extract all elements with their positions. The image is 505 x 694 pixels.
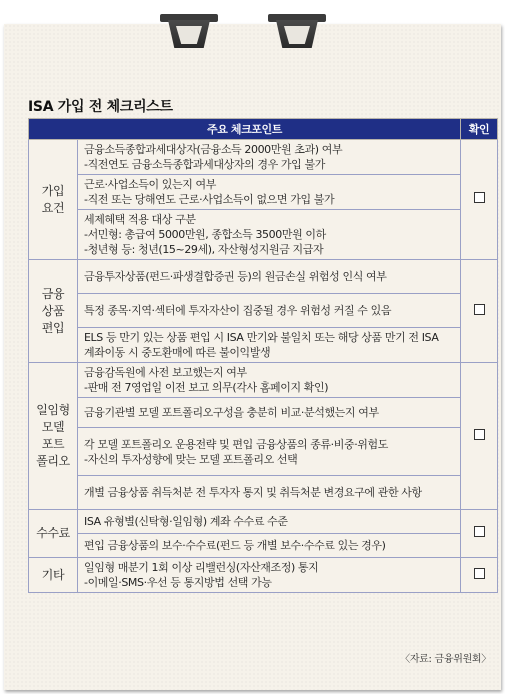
category-label: 상품 <box>41 303 65 318</box>
source-note: 〈자료: 금융위원회〉 <box>400 654 491 665</box>
checkpoint-cell <box>78 175 461 210</box>
checkpoint-cell <box>78 210 461 260</box>
table-row <box>29 510 498 534</box>
checkpoint-text: 금융투자상품(펀드·파생결합증권 등)의 원금손실 위험성 인식 여부 <box>84 270 387 283</box>
table-row <box>29 175 498 210</box>
check-cell <box>461 260 498 363</box>
checkbox-icon[interactable] <box>474 568 485 579</box>
binder-clip-icon <box>268 14 326 48</box>
table-row <box>29 328 498 363</box>
checkpoint-text: ISA 유형별(신탁형·일임형) 계좌 수수료 수준 <box>84 515 288 528</box>
table-row <box>29 534 498 558</box>
checkpoint-cell <box>78 363 461 398</box>
category-label: 수수료 <box>36 526 70 540</box>
check-cell <box>461 363 498 510</box>
checkbox-icon[interactable] <box>474 526 485 537</box>
table-row <box>29 140 498 175</box>
table-row <box>29 476 498 510</box>
category-label: 포트 <box>41 437 65 451</box>
table-row <box>29 260 498 294</box>
table-row <box>29 398 498 428</box>
checkpoint-cell <box>78 558 461 593</box>
checkpoint-text: 편입 금융상품의 보수·수수료(펀드 등 개별 보수·수수료 있는 경우) <box>84 539 386 552</box>
checkpoint-detail: -판매 전 7영업일 이전 보고 의무(각사 홈페이지 확인) <box>84 381 329 394</box>
checkpoint-detail: -서민형: 총급여 5000만원, 종합소득 3500만원 이하 <box>84 228 326 241</box>
table-row <box>29 363 498 398</box>
table-row <box>29 428 498 476</box>
checkpoint-cell <box>78 476 461 510</box>
checkbox-icon[interactable] <box>474 429 485 440</box>
table-row <box>29 558 498 593</box>
checkpoint-text: 일임형 매분기 1회 이상 리밸런싱(자산재조정) 통지 <box>84 561 319 574</box>
checkpoint-cell <box>78 534 461 558</box>
checkpoint-text: 금융기관별 모델 포트폴리오구성을 충분히 비교·분석했는지 여부 <box>84 406 379 419</box>
checklist-table <box>28 118 498 593</box>
category-cell <box>29 558 78 593</box>
checkpoint-cell <box>78 510 461 534</box>
checkpoint-text: 각 모델 포트폴리오 운용전략 및 편입 금융상품의 종류·비중·위험도 <box>84 437 388 451</box>
checklist-body <box>29 140 498 593</box>
checkpoint-text: 특정 종목·지역·섹터에 투자자산이 집중될 경우 위험성 커질 수 있음 <box>84 304 392 317</box>
checkpoint-detail: -직전연도 금융소득종합과세대상자의 경우 가입 불가 <box>84 158 325 171</box>
checkbox-icon[interactable] <box>474 192 485 203</box>
check-cell <box>461 510 498 558</box>
check-cell <box>461 140 498 260</box>
table-row <box>29 294 498 328</box>
checkpoint-text: 금융소득종합과세대상자(금융소득 2000만원 초과) 여부 <box>84 143 343 156</box>
category-cell <box>29 510 78 558</box>
category-label: 폴리오 <box>36 454 70 468</box>
category-label: 편입 <box>41 320 65 335</box>
check-cell <box>461 558 498 593</box>
category-cell <box>29 260 78 363</box>
category-cell <box>29 363 78 510</box>
header-check: 확인 <box>461 119 498 140</box>
checkbox-icon[interactable] <box>474 304 485 315</box>
category-label: 가입 <box>41 183 65 198</box>
checkpoint-detail: -청년형 등: 청년(15~29세), 자산형성지원금 지급자 <box>84 243 324 256</box>
checkpoint-cell <box>78 140 461 175</box>
checkpoint-cell <box>78 428 461 476</box>
table-header-row <box>29 119 498 140</box>
checkpoint-cell <box>78 260 461 294</box>
checkpoint-text: 세제혜택 적용 대상 구분 <box>84 213 196 226</box>
category-label: 요건 <box>41 200 65 215</box>
checkpoint-text: ELS 등 만기 있는 상품 편입 시 ISA 만기와 불일치 또는 해당 상품 만기 전 ISA 계좌이동 시 중도환매에 따른 불이익발생 <box>84 331 439 359</box>
category-label: 금융 <box>41 286 65 301</box>
checkpoint-cell <box>78 294 461 328</box>
checkpoint-text: 금융감독원에 사전 보고했는지 여부 <box>84 366 247 379</box>
checkpoint-detail: -자신의 투자성향에 맞는 모델 포트폴리오 선택 <box>84 452 298 466</box>
binder-clip-icon <box>160 14 218 48</box>
checkpoint-detail: -직전 또는 당해연도 근로·사업소득이 없으면 가입 불가 <box>84 193 335 206</box>
checkpoint-cell <box>78 328 461 363</box>
category-cell <box>29 140 78 260</box>
category-label: 모델 <box>41 420 65 434</box>
checkpoint-detail: -이메일·SMS·우선 등 통지방법 선택 가능 <box>84 576 272 589</box>
page-title: ISA 가입 전 체크리스트 <box>28 99 173 115</box>
table-row <box>29 210 498 260</box>
category-label: 일임형 <box>36 403 70 417</box>
checkpoint-text: 개별 금융상품 취득처분 전 투자자 통지 및 취득처분 변경요구에 관한 사항 <box>84 486 422 499</box>
header-main: 주요 체크포인트 <box>29 119 461 140</box>
category-label: 기타 <box>41 567 65 582</box>
checkpoint-text: 근로·사업소득이 있는지 여부 <box>84 178 217 191</box>
checkpoint-cell <box>78 398 461 428</box>
